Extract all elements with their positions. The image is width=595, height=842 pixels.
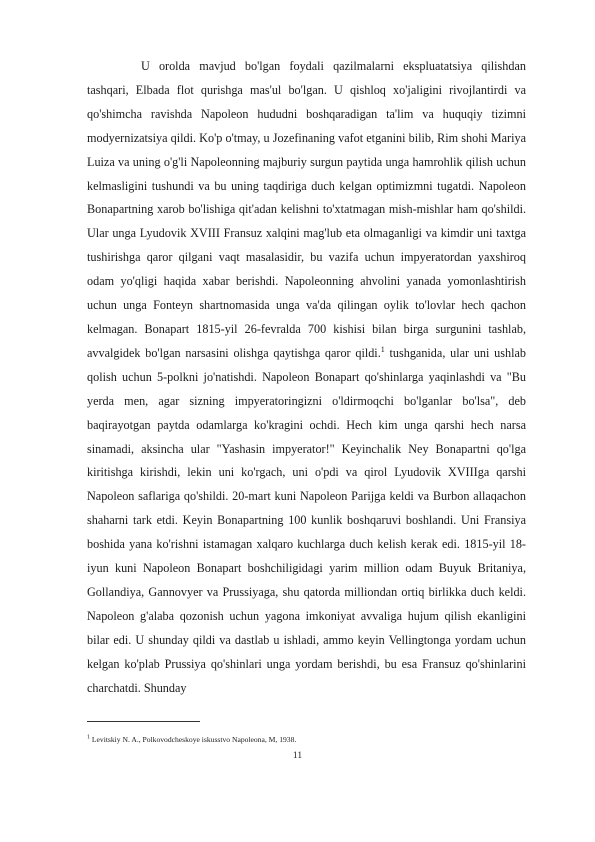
footnote-reference[interactable]: 1 bbox=[380, 344, 385, 354]
footnote-text: Levitskiy N. A., Polkovodcheskoye iskusstvo Napoleona, M, 1938. bbox=[90, 735, 297, 744]
footnote-number: 1 bbox=[87, 734, 90, 741]
body-text-part-1: U orolda mavjud bo'lgan foydali qazilmalarni ekspluatatsiya qilishdan tashqari, Elbada flot qurishga mas'ul bo'lgan. U qishloq xo'jaligini rivojlantirdi va qo'shimcha ravishda Napoleon hududni boshqaradigan ta'lim va huquqiy tizimni modyernizatsiya qildi. Ko'p o'tmay, u Jozefinaning vafot etganini bilib, Rim shohi Mariya Luiza va uning o'g'li Napoleonning majburiy surgun paytida unga hamrohlik qilish uchun kelmasligini tushundi va bu uning taqdiriga duch kelgan optimizmni tugatdi. Napoleon Bonapartning xarob bo'lishiga qit'adan kelishni to'xtatmagan mish-mishlar ham qo'shildi. Ular unga Lyudovik XVIII Fransuz xalqini mag'lub eta olmaganligi va kimdir uni taxtga tushirishga qaror qilgani vaqt masalasidir, bu vazifa uchun impyeratordan yaxshiroq odam yo'qligi haqida xabar berishdi. Napoleonning ahvolini yanada yomonlashtirish uchun unga Fonteyn shartnomasida unga va'da qilingan oylik to'lovlar hech qachon kelmagan. Bonapart 1815-yil 26-fevralda 700 kishisi bilan birga surgunini tashlab, avvalgidek bo'lgan narsasini olishga qaytishga qaror qildi. bbox=[87, 59, 526, 360]
footnote-separator bbox=[87, 721, 200, 722]
footnote bbox=[87, 735, 526, 744]
body-paragraph bbox=[87, 55, 526, 700]
body-text-part-2: tushganida, ular uni ushlab qolish uchun 5-polkni jo'natishdi. Napoleon Bonapart qo'shinlarga yaqinlashdi va "Bu yerda men, agar sizning impyeratoringizni o'ldirmoqchi bo'lganlar bo'lsa", deb baqirayotgan paytda odamlarga ko'kragini ochdi. Hech kim unga qarshi hech narsa sinamadi, aksincha ular "Yashasin impyerator!" Keyinchalik Ney Bonapartni qo'lga kiritishga kirishdi, lekin uni ko'rgach, uni o'pdi va qirol Lyudovik XVIIIga qarshi Napoleon saflariga qo'shildi. 20-mart kuni Napoleon Parijga keldi va Burbon allaqachon shaharni tark etdi. Keyin Bonapartning 100 kunlik boshqaruvi boshlandi. Uni Fransiya boshida yana ko'rishni istamagan xalqaro kuchlarga duch kelish kerak edi. 1815-yil 18-iyun kuni Napoleon Bonapart boshchiligidagi yarim million odam Buyuk Britaniya, Gollandiya, Gannovyer va Prussiyaga, shu qatorda milliondan ortiq birlikka duch keldi. Napoleon g'alaba qozonish uchun yagona imkoniyat avvaliga hujum qilish ekanligini bilar edi. U shunday qildi va dastlab u ishladi, ammo keyin Vellingtonga yordam uchun kelgan ko'plab Prussiya qo'shinlari unga yordam berishdi, bu esa Fransuz qo'shinlarini charchatdi. Shunday bbox=[87, 345, 526, 695]
page-number: 11 bbox=[292, 751, 303, 761]
